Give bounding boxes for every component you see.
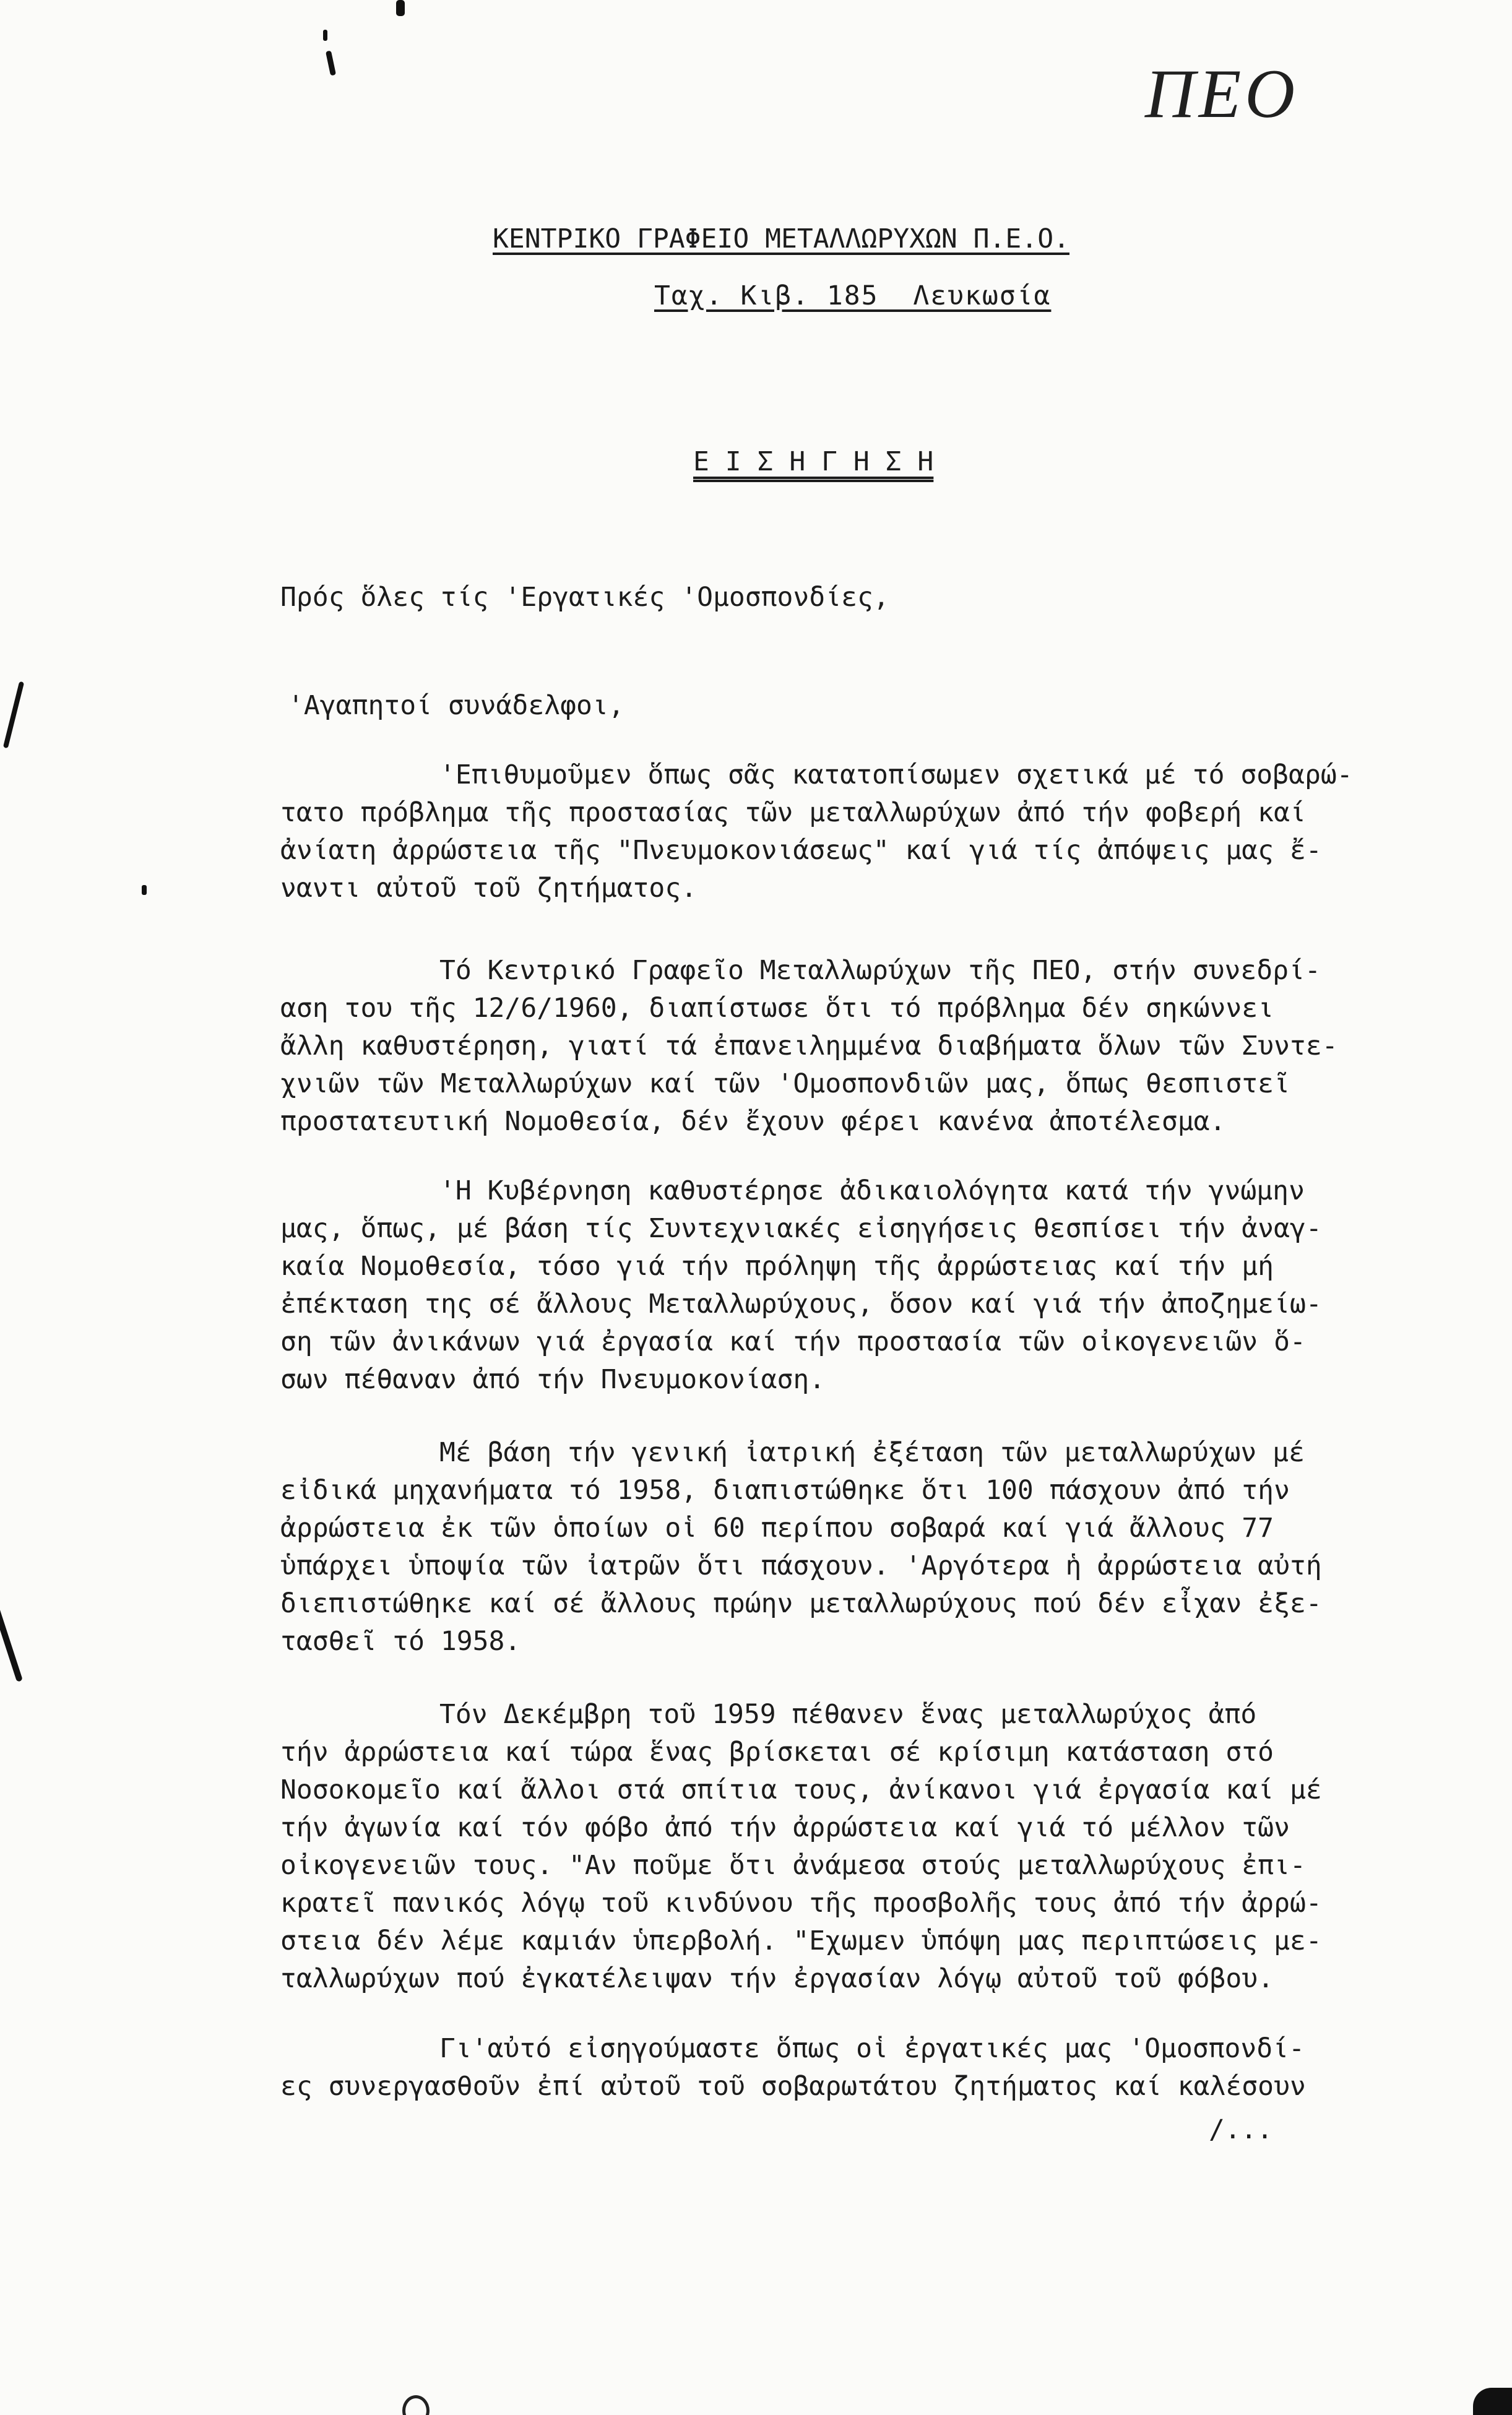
paragraph-line: Νοσοκομεῖο καί ἄλλοι στά σπίτια τους, ἀνίκανοι γιά ἐργασία καί μέ: [280, 1774, 1322, 1805]
paragraph-line: προστατευτική Νομοθεσία, δέν ἔχουν φέρει κανένα ἀποτέλεσμα.: [280, 1106, 1226, 1137]
paragraph: [280, 2030, 1432, 2106]
paragraph-line: τασθεῖ τό 1958.: [280, 1626, 521, 1657]
organization-header: ΚΕΝΤΡΙΚΟ ΓΡΑΦΕΙΟ ΜΕΤΑΛΛΩΡΥΧΩΝ Π.Ε.Ο.: [493, 223, 1069, 254]
scan-mark: [396, 0, 405, 16]
scan-mark: [142, 885, 147, 895]
paragraph: [280, 1434, 1432, 1661]
paragraph-line: ναντι αὐτοῦ τοῦ ζητήματος.: [280, 873, 698, 904]
document-title: Ε Ι Σ Η Γ Η Σ Η: [693, 446, 934, 477]
paragraph-line: χνιῶν τῶν Μεταλλωρύχων καί τῶν 'Ομοσπονδιῶν μας, ὅπως θεσπιστεῖ: [280, 1068, 1290, 1099]
paragraph-line: μας, ὅπως, μέ βάση τίς Συντεχνιακές εἰσηγήσεις θεσπίσει τήν ἀναγ-: [280, 1213, 1322, 1244]
scan-mark: [323, 30, 327, 41]
scan-mark: [326, 51, 336, 76]
handwritten-annotation: ΠΕΟ: [1145, 56, 1299, 132]
paragraph-line: τατο πρόβλημα τῆς προστασίας τῶν μεταλλωρύχων ἀπό τήν φοβερή καί: [280, 797, 1306, 828]
paragraph-line: σων πέθαναν ἀπό τήν Πνευμοκονίαση.: [280, 1364, 826, 1395]
salutation-line: 'Αγαπητοί συνάδελφοι,: [288, 690, 624, 721]
paragraph-line: ἀρρώστεια ἐκ τῶν ὁποίων οἱ 60 περίπου σοβαρά καί γιά ἄλλους 77: [280, 1513, 1274, 1544]
paragraph-line: στεια δέν λέμε καμιάν ὑπερβολή. "Εχωμεν ὑπόψη μας περιπτώσεις με-: [280, 1925, 1322, 1956]
postal-address: Ταχ. Κιβ. 185 Λευκωσία: [654, 280, 1052, 311]
paragraph-line: καία Νομοθεσία, τόσο γιά τήν πρόληψη τῆς ἀρρώστειας καί τήν μή: [280, 1251, 1274, 1282]
paragraph-line: ση τῶν ἀνικάνων γιά ἐργασία καί τήν προστασία τῶν οἰκογενειῶν ὅ-: [280, 1326, 1306, 1357]
paragraph-line: τήν ἀγωνία καί τόν φόβο ἀπό τήν ἀρρώστεια καί γιά τό μέλλον τῶν: [280, 1812, 1290, 1843]
paragraph: [280, 1696, 1432, 1998]
paragraph-line: εἰδικά μηχανήματα τό 1958, διαπιστώθηκε ὅτι 100 πάσχουν ἀπό τήν: [280, 1475, 1290, 1506]
paragraph-line: 'Επιθυμοῦμεν ὅπως σᾶς κατατοπίσωμεν σχετικά μέ τό σοβαρώ-: [439, 759, 1353, 790]
addressee-line: Πρός ὅλες τίς 'Εργατικές 'Ομοσπονδίες,: [280, 582, 889, 613]
paragraph-line: ἀνίατη ἀρρώστεια τῆς "Πνευμοκονιάσεως" καί γιά τίς ἀπόψεις μας ἔ-: [280, 835, 1322, 866]
paragraph-line: τήν ἀρρώστεια καί τώρα ἕνας βρίσκεται σέ κρίσιμη κατάσταση στό: [280, 1737, 1274, 1768]
paragraph-line: Τό Κεντρικό Γραφεῖο Μεταλλωρύχων τῆς ΠΕΟ, στήν συνεδρί-: [439, 955, 1321, 986]
paragraph-line: αση του τῆς 12/6/1960, διαπίστωσε ὅτι τό πρόβλημα δέν σηκώννει: [280, 993, 1274, 1024]
paragraph-line: ἐπέκταση της σέ ἄλλους Μεταλλωρύχους, ὅσον καί γιά τήν ἀποζημείω-: [280, 1289, 1322, 1320]
paragraph-line: Τόν Δεκέμβρη τοῦ 1959 πέθανεν ἕνας μεταλλωρύχος ἀπό: [439, 1699, 1257, 1730]
paragraph-line: διεπιστώθηκε καί σέ ἄλλους πρώην μεταλλωρύχους πού δέν εἶχαν ἐξε-: [280, 1588, 1322, 1619]
paragraph-line: ὑπάρχει ὑποψία τῶν ἰατρῶν ὅτι πάσχουν. 'Αργότερα ἡ ἀρρώστεια αὐτή: [280, 1550, 1322, 1581]
paragraph-line: ἄλλη καθυστέρηση, γιατί τά ἐπανειλημμένα διαβήματα ὅλων τῶν Συντε-: [280, 1030, 1338, 1061]
paragraph-line: Γι'αὐτό εἰσηγούμαστε ὅπως οἱ ἐργατικές μας 'Ομοσπονδί-: [439, 2033, 1305, 2064]
paragraph: [280, 756, 1432, 907]
paragraph: [280, 1172, 1432, 1399]
paragraph-line: 'Η Κυβέρνηση καθυστέρησε ἀδικαιολόγητα κατά τήν γνώμην: [439, 1175, 1305, 1206]
paragraph-line: ταλλωρύχων πού ἐγκατέλειψαν τήν ἐργασίαν λόγῳ αὐτοῦ τοῦ φόβου.: [280, 1963, 1274, 1994]
scan-mark: [0, 1592, 23, 1682]
paragraph-line: Μέ βάση τήν γενική ἰατρική ἐξέταση τῶν μεταλλωρύχων μέ: [439, 1437, 1305, 1468]
paragraph-line: κρατεῖ πανικός λόγῳ τοῦ κινδύνου τῆς προσβολῆς τους ἀπό τήν ἀρρώ-: [280, 1888, 1322, 1919]
scan-mark: [402, 2395, 430, 2415]
paragraph: [280, 952, 1432, 1141]
paragraph-line: οἰκογενειῶν τους. "Αν ποῦμε ὅτι ἀνάμεσα στούς μεταλλωρύχους ἐπι-: [280, 1850, 1306, 1881]
continuation-marker: /...: [1209, 2114, 1273, 2145]
paragraph-line: ες συνεργασθοῦν ἐπί αὐτοῦ τοῦ σοβαρωτάτου ζητήματος καί καλέσουν: [280, 2071, 1306, 2102]
scan-mark: [3, 681, 24, 749]
scan-mark: [1473, 2388, 1512, 2415]
